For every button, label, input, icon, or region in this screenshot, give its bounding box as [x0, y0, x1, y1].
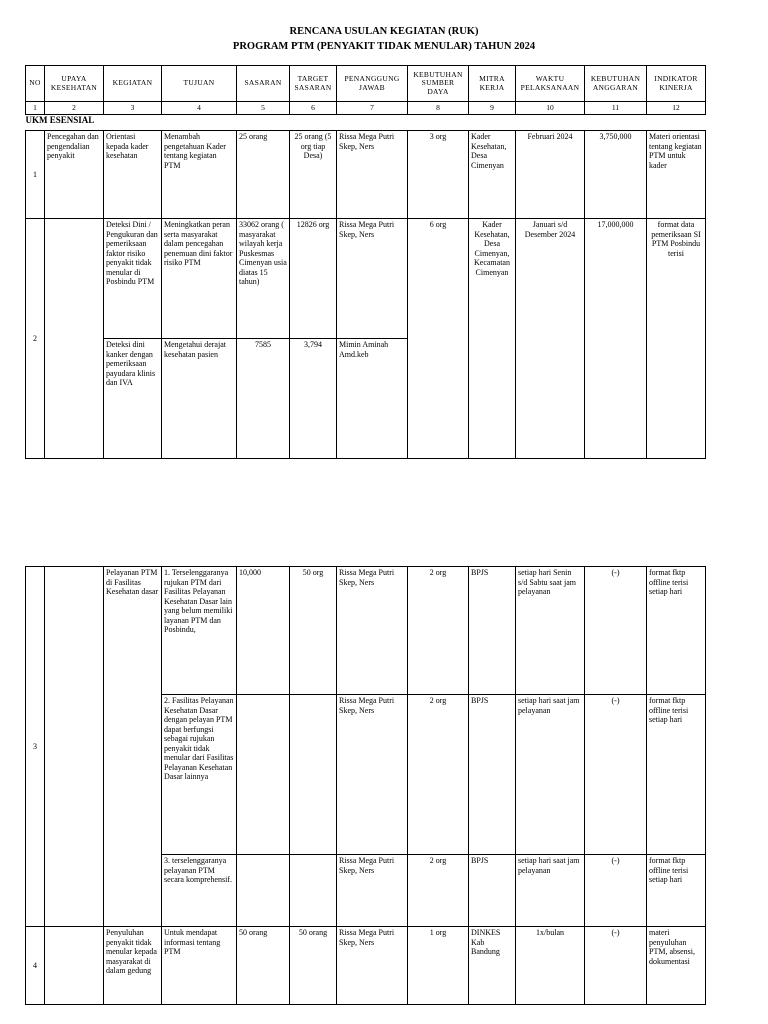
cell-pj: Rissa Mega Putri Skep, Ners: [337, 131, 408, 219]
cell-pj: Rissa Mega Putri Skep, Ners: [337, 219, 408, 339]
cell-anggaran: (-): [585, 927, 647, 1005]
cell-sasaran: 10,000: [237, 567, 290, 695]
cell-sasaran: 50 orang: [237, 927, 290, 1005]
cell-sasaran: [237, 855, 290, 927]
cell-target: [290, 855, 337, 927]
header-cell: KEBUTUHAN SUMBER DAYA: [408, 66, 469, 102]
table-row: [26, 927, 706, 1005]
header-row: [26, 66, 706, 102]
column-number: 6: [290, 102, 337, 115]
cell-waktu: Februari 2024: [516, 131, 585, 219]
ruk-table-page2: [25, 566, 706, 1005]
cell-waktu: Januari s/d Desember 2024: [516, 219, 585, 459]
header-cell: MITRA KERJA: [469, 66, 516, 102]
cell-tujuan: Mengetahui derajat kesehatan pasien: [162, 339, 237, 459]
cell-tujuan: 3. terselenggaranya pelayanan PTM secara komprehensif.: [162, 855, 237, 927]
cell-mitra: BPJS: [469, 855, 516, 927]
cell-indikator: materi penyuluhan PTM, absensi, dokumentasi: [647, 927, 706, 1005]
ruk-table-page1: [25, 65, 706, 459]
cell-tujuan: 2. Fasilitas Pelayanan Kesehatan Dasar dengan pelayan PTM dapat berfungsi sebagai rujukan penyakit tidak menular dari Fasilitas Pelayanan Kesehatan Dasar lainnya: [162, 695, 237, 855]
cell-target: 50 org: [290, 567, 337, 695]
column-number: 8: [408, 102, 469, 115]
cell-upaya: [45, 219, 104, 459]
cell-waktu: setiap hari saat jam pelayanan: [516, 855, 585, 927]
cell-kegiatan: Pelayanan PTM di Fasilitas Kesehatan dasar: [104, 567, 162, 927]
row-number: 4: [26, 927, 45, 1005]
header-cell: SASARAN: [237, 66, 290, 102]
cell-mitra: Kader Kesehatan, Desa Cimenyan, Kecamatan Cimenyan: [469, 219, 516, 459]
cell-target: 50 orang: [290, 927, 337, 1005]
section-label: UKM ESENSIAL: [26, 115, 706, 131]
cell-upaya: [45, 567, 104, 927]
cell-mitra: DINKES Kab Bandung: [469, 927, 516, 1005]
cell-tujuan: Meningkatkan peran serta masyarakat dalam pencegahan penemuan dini faktor risiko PTM: [162, 219, 237, 339]
column-number: 4: [162, 102, 237, 115]
cell-kegiatan: Orientasi kepada kader kesehatan: [104, 131, 162, 219]
column-number: 3: [104, 102, 162, 115]
column-number: 12: [647, 102, 706, 115]
header-cell: KEGIATAN: [104, 66, 162, 102]
column-number: 7: [337, 102, 408, 115]
cell-upaya: [45, 927, 104, 1005]
header-cell: WAKTU PELAKSANAAN: [516, 66, 585, 102]
cell-indikator: format fktp offline terisi setiap hari: [647, 695, 706, 855]
column-number: 5: [237, 102, 290, 115]
document-title: RENCANA USULAN KEGIATAN (RUK): [289, 26, 479, 37]
row-number: 1: [26, 131, 45, 219]
cell-sasaran: 25 orang: [237, 131, 290, 219]
row-number: 2: [26, 219, 45, 459]
column-number: 10: [516, 102, 585, 115]
cell-indikator: format fktp offline terisi setiap hari: [647, 567, 706, 695]
cell-sasaran: 7585: [237, 339, 290, 459]
cell-tujuan: 1. Terselenggaranya rujukan PTM dari Fasilitas Pelayanan Kesehatan Dasar lain yang belum memiliki layanan PTM dan Posbindu,: [162, 567, 237, 695]
cell-sdm: 2 org: [408, 855, 469, 927]
cell-target: [290, 695, 337, 855]
column-number: 11: [585, 102, 647, 115]
header-cell: NO: [26, 66, 45, 102]
cell-sasaran: 33062 orang ( masyarakat wilayah kerja Puskesmas Cimenyan usia diatas 15 tahun): [237, 219, 290, 339]
cell-target: 25 orang (5 org tiap Desa): [290, 131, 337, 219]
cell-upaya: Pencegahan dan pengendalian penyakit: [45, 131, 104, 219]
cell-tujuan: Menambah pengetahuan Kader tentang kegiatan PTM: [162, 131, 237, 219]
header-cell: TARGET SASARAN: [290, 66, 337, 102]
table-row: [26, 131, 706, 219]
cell-anggaran: (-): [585, 695, 647, 855]
row-number: 3: [26, 567, 45, 927]
header-cell: PENANGGUNG JAWAB: [337, 66, 408, 102]
cell-mitra: BPJS: [469, 567, 516, 695]
cell-waktu: setiap hari Senin s/d Sabtu saat jam pelayanan: [516, 567, 585, 695]
cell-indikator: Materi orientasi tentang kegiatan PTM untuk kader: [647, 131, 706, 219]
cell-anggaran: (-): [585, 855, 647, 927]
column-number: 2: [45, 102, 104, 115]
column-number-row: [26, 102, 706, 115]
cell-indikator: format data pemeriksaan SI PTM Posbindu terisi: [647, 219, 706, 459]
cell-pj: Rissa Mega Putri Skep, Ners: [337, 855, 408, 927]
cell-pj: Rissa Mega Putri Skep, Ners: [337, 927, 408, 1005]
cell-target: 12826 org: [290, 219, 337, 339]
document-subtitle: PROGRAM PTM (PENYAKIT TIDAK MENULAR) TAHUN 2024: [232, 41, 536, 52]
cell-sasaran: [237, 695, 290, 855]
cell-kegiatan: Deteksi Dini / Pengukuran dan pemeriksaan faktor risiko penyakit tidak menular di Posbindu PTM: [104, 219, 162, 339]
cell-anggaran: 3,750,000: [585, 131, 647, 219]
cell-anggaran: (-): [585, 567, 647, 695]
section-row: [26, 115, 706, 131]
cell-target: 3,794: [290, 339, 337, 459]
cell-pj: Rissa Mega Putri Skep, Ners: [337, 567, 408, 695]
cell-indikator: format fktp offline terisi setiap hari: [647, 855, 706, 927]
header-cell: KEBUTUHAN ANGGARAN: [585, 66, 647, 102]
cell-waktu: setiap hari saat jam pelayanan: [516, 695, 585, 855]
header-cell: UPAYA KESEHATAN: [45, 66, 104, 102]
column-number: 9: [469, 102, 516, 115]
cell-sdm: 6 org: [408, 219, 469, 459]
header-cell: TUJUAN: [162, 66, 237, 102]
cell-anggaran: 17,000,000: [585, 219, 647, 459]
cell-mitra: Kader Kesehatan, Desa Cimenyan: [469, 131, 516, 219]
cell-tujuan: Untuk mendapat informasi tentang PTM: [162, 927, 237, 1005]
cell-pj: Mimin Aminah Amd.keb: [337, 339, 408, 459]
cell-sdm: 2 org: [408, 567, 469, 695]
column-number: 1: [26, 102, 45, 115]
cell-pj: Rissa Mega Putri Skep, Ners: [337, 695, 408, 855]
cell-kegiatan: Deteksi dini kanker dengan pemeriksaan payudara klinis dan IVA: [104, 339, 162, 459]
cell-sdm: 1 org: [408, 927, 469, 1005]
cell-kegiatan: Penyuluhan penyakit tidak menular kepada masyarakat di dalam gedung: [104, 927, 162, 1005]
table-row: [26, 219, 706, 339]
header-cell: INDIKATOR KINERJA: [647, 66, 706, 102]
cell-sdm: 3 org: [408, 131, 469, 219]
cell-mitra: BPJS: [469, 695, 516, 855]
cell-sdm: 2 org: [408, 695, 469, 855]
table-row: [26, 567, 706, 695]
cell-waktu: 1x/bulan: [516, 927, 585, 1005]
